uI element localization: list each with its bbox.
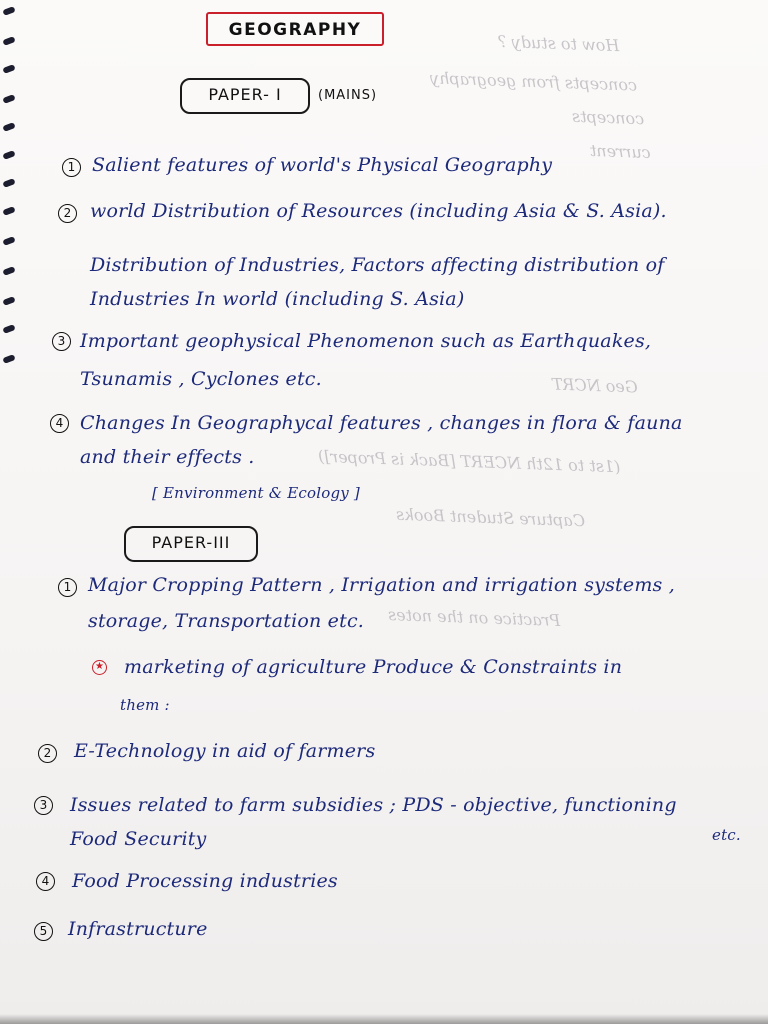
paper-three-item-1: Major Cropping Pattern , Irrigation and irrigation systems , (88, 574, 675, 596)
binding-ring (2, 122, 15, 132)
paper-three-item-3-etc: etc. (712, 826, 741, 844)
item-number: 3 (34, 796, 53, 815)
binding-ring (2, 236, 15, 246)
paper-three-item-2: E-Technology in aid of farmers (74, 740, 376, 762)
bleed-through-line: (1st to 12th NCERT [Back is Proper]) (317, 446, 621, 477)
binding-ring (2, 94, 15, 104)
item-number: 4 (36, 872, 55, 891)
bleed-through-line: Practice on the notes (387, 604, 561, 631)
paper-three-item-1-continuation: storage, Transportation etc. (88, 610, 365, 632)
paper-one-note: (MAINS) (318, 88, 378, 103)
paper-one-item-4: Changes In Geographycal features , changes in flora & fauna (80, 412, 683, 434)
paper-three-label: PAPER-III (151, 533, 231, 552)
page-bottom-shadow (0, 1014, 768, 1024)
item-number: 1 (62, 158, 81, 177)
bleed-through-line: current (589, 140, 652, 163)
paper-three-subitem-continuation: them : (120, 696, 170, 714)
paper-one-footnote: [ Environment & Ecology ] (152, 484, 360, 502)
binding-ring (2, 178, 15, 188)
paper-one-item-1: Salient features of world's Physical Geography (92, 154, 553, 176)
star-bullet-icon: ★ (92, 660, 107, 675)
paper-one-label: PAPER- I (208, 85, 282, 104)
binding-ring (2, 324, 15, 334)
bleed-through-line: concepts from geography (429, 68, 638, 95)
paper-one-item-4-continuation: and their effects . (80, 446, 255, 468)
binding-ring (2, 266, 15, 276)
paper-three-box (124, 526, 258, 562)
item-number: 5 (34, 922, 53, 941)
bleed-through-line: How to study ? (497, 31, 620, 56)
binding-ring (2, 354, 15, 364)
paper-three-item-3-continuation: Food Security (70, 828, 207, 850)
binding-ring (2, 296, 15, 306)
bleed-through-line: Capture Student Books (395, 504, 586, 531)
paper-one-box (180, 78, 310, 114)
item-number: 1 (58, 578, 77, 597)
bleed-through-line: Geo NCRT (551, 374, 638, 397)
item-number: 2 (38, 744, 57, 763)
paper-three-item-4: Food Processing industries (72, 870, 338, 892)
paper-three-item-3: Issues related to farm subsidies ; PDS - objective, functioning (70, 794, 677, 816)
item-number: 3 (52, 332, 71, 351)
title-box (206, 12, 384, 46)
paper-three-subitem: marketing of agriculture Produce & Constraints in (124, 656, 623, 678)
spiral-binding (0, 0, 30, 1024)
binding-ring (2, 150, 15, 160)
bleed-through-line: concepts (571, 106, 645, 129)
paper-one-item-2: world Distribution of Resources (including Asia & S. Asia). (90, 200, 667, 222)
item-number: 2 (58, 204, 77, 223)
paper-one-item-2-continuation: Distribution of Industries, Factors affecting distribution of (90, 254, 665, 276)
item-number: 4 (50, 414, 69, 433)
binding-ring (2, 64, 15, 74)
paper-one-item-3-continuation: Tsunamis , Cyclones etc. (80, 368, 322, 390)
binding-ring (2, 206, 15, 216)
paper-one-item-2-continuation: Industries In world (including S. Asia) (90, 288, 465, 310)
binding-ring (2, 6, 15, 16)
paper-one-item-3: Important geophysical Phenomenon such as Earthquakes, (80, 330, 652, 352)
binding-ring (2, 36, 15, 46)
paper-three-item-5: Infrastructure (68, 918, 208, 940)
page-title: GEOGRAPHY (228, 20, 362, 40)
